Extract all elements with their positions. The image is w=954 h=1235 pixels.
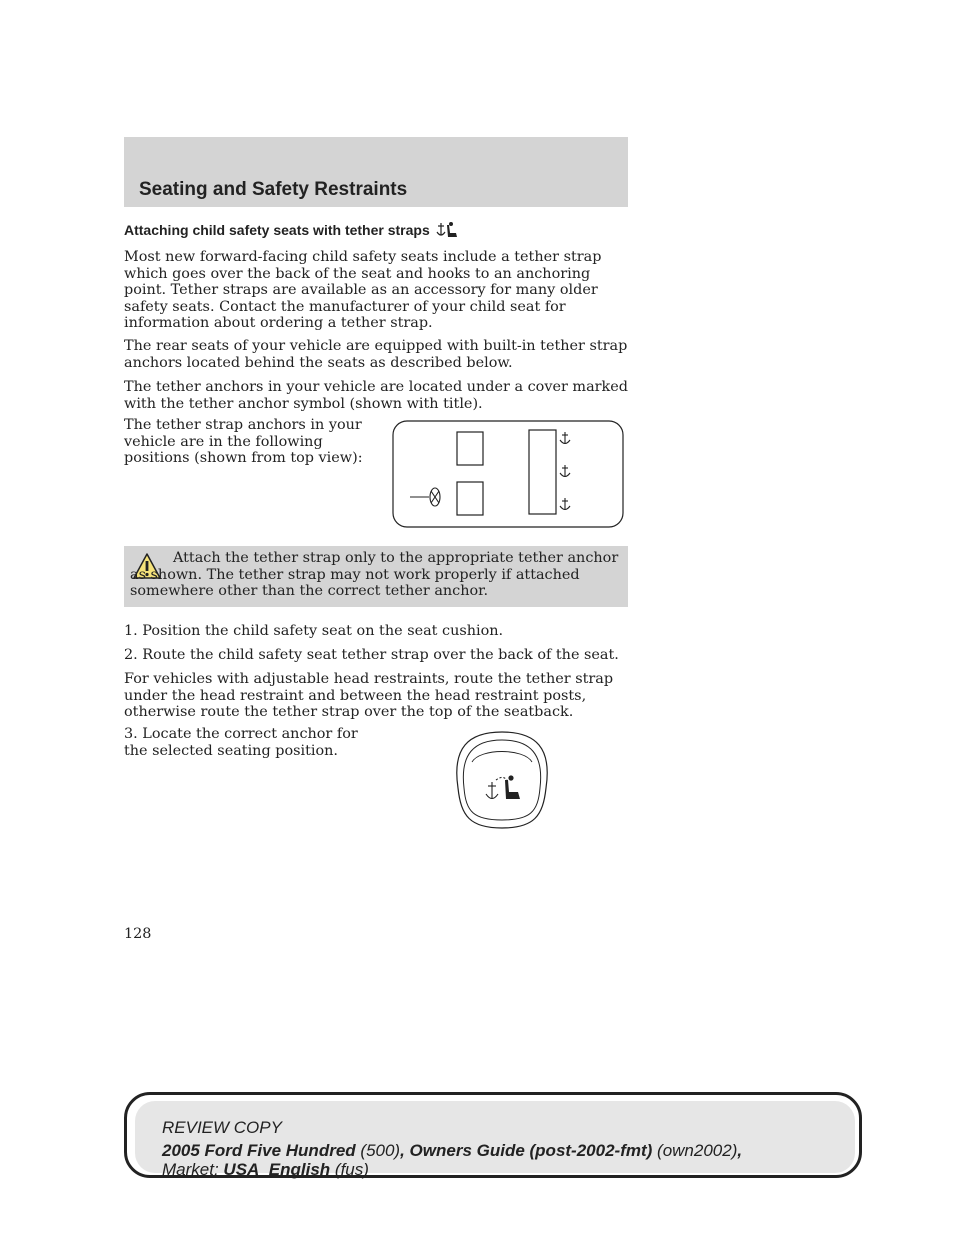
footer-market: USA_English — [223, 1160, 331, 1179]
footer-line-market — [162, 1160, 369, 1179]
tether-anchor-position-diagram — [392, 420, 624, 528]
footer-model: 2005 Ford Five Hundred — [162, 1141, 356, 1160]
front-seat-right — [457, 432, 483, 465]
subheading — [124, 221, 458, 239]
section-header-band — [124, 137, 628, 207]
page-number: 128 — [124, 926, 152, 942]
warning-text: Attach the tether strap only to the appropriate tether anchor as shown. The tether strap may not work properly if attached somewhere other than the correct tether anchor. — [130, 550, 619, 599]
footer-model-code: (500) — [360, 1141, 401, 1160]
step-1: 1. Position the child safety seat on the seat cushion. — [124, 623, 504, 639]
subheading-text: Attaching child safety seats with tether straps — [124, 222, 430, 238]
section-title: Seating and Safety Restraints — [139, 179, 408, 200]
paragraph-tether-intro: Most new forward-facing child safety seats include a tether strap which goes over the back of the seat and hooks to an anchoring point. Tether straps are available as an accessory for many older safety seats. Contact the manufacturer of your child seat for information about ordering a tether strap. — [124, 249, 602, 331]
front-seat-left — [457, 482, 483, 515]
tether-anchor-child-seat-icon — [436, 221, 458, 239]
footer-guide-code: (own2002) — [657, 1141, 738, 1160]
footer-market-code: (fus) — [334, 1160, 369, 1179]
footer-guide: , Owners Guide (post-2002-fmt) — [400, 1141, 653, 1160]
footer-market-label: Market: — [162, 1160, 219, 1179]
paragraph-anchor-positions: The tether strap anchors in your vehicle are in the following positions (shown from top view): — [124, 417, 363, 466]
paragraph-anchor-cover: The tether anchors in your vehicle are located under a cover marked with the tether anchor symbol (shown with title). — [124, 379, 628, 412]
tether-anchor-cover-illustration — [448, 728, 556, 832]
paragraph-rear-seats: The rear seats of your vehicle are equipped with built-in tether strap anchors located behind the seats as described below. — [124, 338, 628, 371]
footer-line-model — [162, 1141, 742, 1160]
step-3: 3. Locate the correct anchor for the selected seating position. — [124, 726, 358, 759]
step-2: 2. Route the child safety seat tether strap over the back of the seat. — [124, 647, 619, 663]
rear-bench-seat — [529, 430, 556, 514]
footer-comma: , — [737, 1141, 743, 1160]
footer-review: REVIEW COPY — [162, 1118, 282, 1137]
warning-box — [124, 546, 628, 607]
paragraph-head-restraints: For vehicles with adjustable head restraints, route the tether strap under the head restraint and between the head restraint posts, otherwise route the tether strap over the top of the seatback. — [124, 671, 614, 720]
footer-line-review — [162, 1118, 282, 1137]
